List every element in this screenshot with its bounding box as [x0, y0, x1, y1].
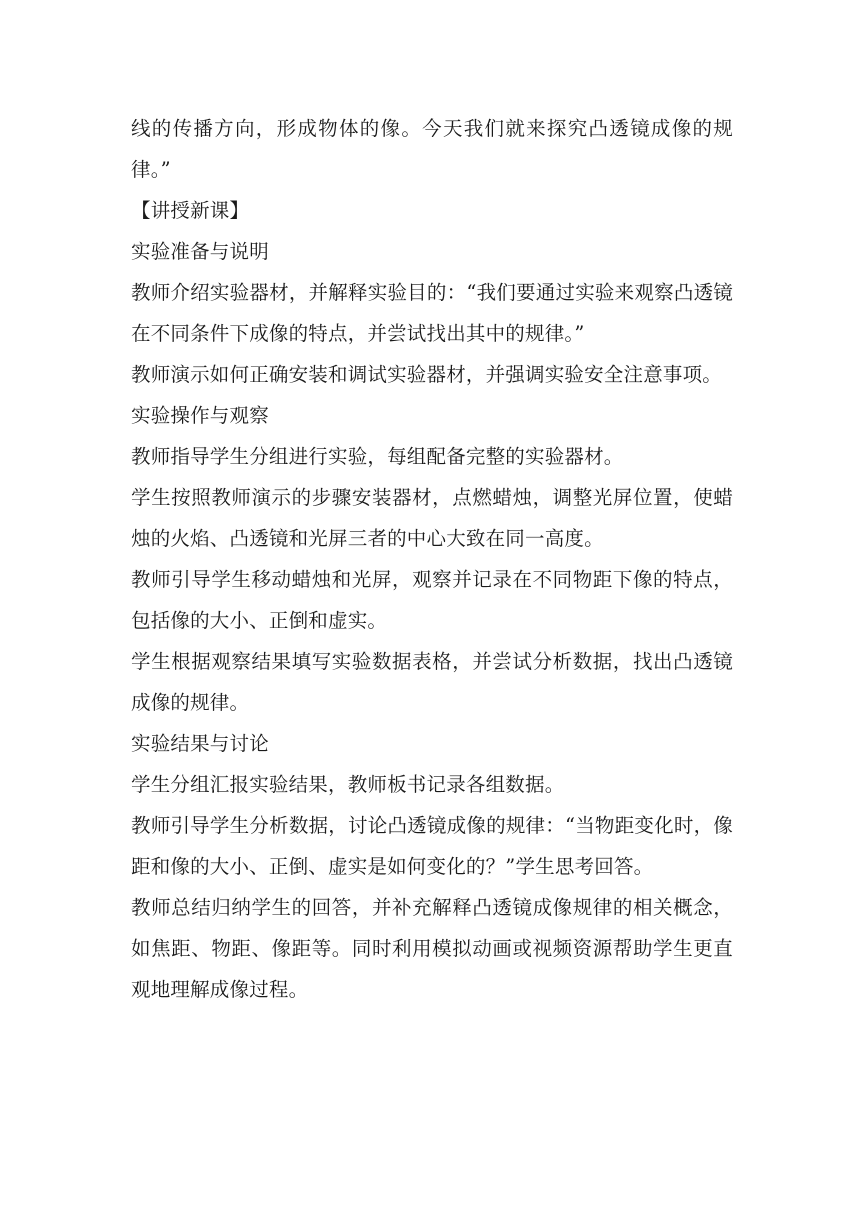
paragraph-student-setup: 学生按照教师演示的步骤安装器材，点燃蜡烛，调整光屏位置，使蜡烛的火焰、凸透镜和光屏三者的中心大致在同一高度。 [131, 486, 733, 550]
paragraph-report-results: 学生分组汇报实验结果，教师板书记录各组数据。 [131, 773, 565, 796]
paragraph-analyze-data: 教师引导学生分析数据，讨论凸透镜成像的规律：“当物距变化时，像距和像的大小、正倒、虚实是如何变化的？”学生思考回答。 [131, 814, 733, 878]
subheading-experiment-preparation: 实验准备与说明 [131, 240, 269, 263]
paragraph-observe-record: 教师引导学生移动蜡烛和光屏，观察并记录在不同物距下像的特点，包括像的大小、正倒和虚实。 [131, 568, 733, 632]
paragraph-introduce-equipment: 教师介绍实验器材，并解释实验目的：“我们要通过实验来观察凸透镜在不同条件下成像的特点，并尝试找出其中的规律。” [131, 281, 733, 345]
subheading-experiment-operation: 实验操作与观察 [131, 404, 269, 427]
paragraph-intro-continuation: 线的传播方向，形成物体的像。今天我们就来探究凸透镜成像的规律。” [131, 117, 733, 181]
section-heading-new-lesson: 【讲授新课】 [131, 199, 250, 222]
subheading-results-discussion: 实验结果与讨论 [131, 732, 269, 755]
paragraph-group-experiment: 教师指导学生分组进行实验，每组配备完整的实验器材。 [131, 445, 624, 468]
paragraph-demonstrate-setup: 教师演示如何正确安装和调试实验器材，并强调实验安全注意事项。 [131, 363, 723, 386]
document-body [131, 108, 733, 1010]
paragraph-summary: 教师总结归纳学生的回答，并补充解释凸透镜成像规律的相关概念，如焦距、物距、像距等。同时利用模拟动画或视频资源帮助学生更直观地理解成像过程。 [131, 896, 733, 1001]
paragraph-fill-table: 学生根据观察结果填写实验数据表格，并尝试分析数据，找出凸透镜成像的规律。 [131, 650, 733, 714]
